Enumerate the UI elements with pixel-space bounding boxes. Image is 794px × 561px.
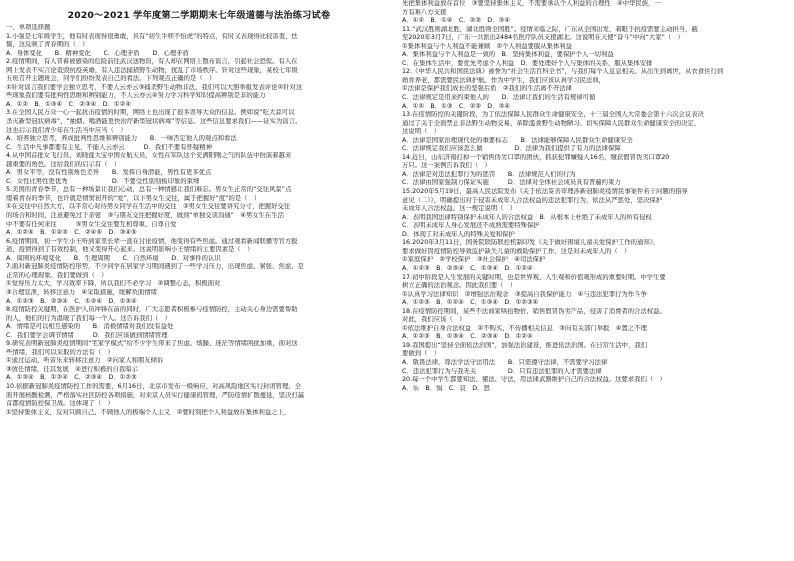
text-line: 的场合和时间，注意避免过于亲密 ③与朋友交往把握好度，做到“单独交谈沟通” ④男女生在生活 bbox=[6, 212, 285, 220]
text-line: A．集体利益与个人利益是一致的 B．坚持集体利益，要保护个人一切利益 bbox=[402, 51, 614, 59]
text-line: 婚育养老，都需要民法典护航。作为中学生，我们应该认真学习民法典， bbox=[402, 76, 606, 84]
text-line: 5.美国的青春季节，总有一种场景让我们心动，总有一种情感让我们难忘。男女生正常的“交往风景”点 bbox=[6, 186, 292, 194]
text-line: C．我们要学会调节情绪 D．我们应该做到情绪管理 bbox=[6, 331, 168, 339]
text-line: A．①② B．①③④ C．②③④ D．①②④ bbox=[6, 100, 131, 108]
text-line: 缀着青春的季节，也许就是情窦初开的“爱”，以下男女生交往，属于把握好“度”的是（ ） bbox=[6, 194, 261, 202]
text-line: 15.2020年5月19日，最高人民法院发布《关于依法妥善审理涉新冠肺炎疫情民事案件若干问题的指导 bbox=[402, 188, 688, 196]
text-line: A．①②⑤ B．①②③ C．②④⑤ D．③④⑤ bbox=[6, 229, 137, 237]
text-line: 首都疫情防控保卫战。这体现了（ ） bbox=[6, 400, 114, 408]
text-line: 道，疫情得到了有效控制，他又变得开心起来。这说明影响小王情绪的主要因素是（ ） bbox=[6, 246, 254, 254]
text-line: 10.依据新冠肺炎疫情防控工作的需要，6月16日，北京市发布一级响应，对高风险地区实行封闭管理，全 bbox=[6, 382, 301, 390]
text-line: 意见（二）》，明确提出对于侵害未成年人合法权益的违法犯罪行为，依法从严惩处，坚决保护 bbox=[402, 196, 663, 204]
text-line: A．①② B．①③ C．②③ D．③④ bbox=[402, 102, 510, 110]
text-line: A．培养独立思考，养成批判性思维和辨别能力 B．一味否定他人的观点和看法 bbox=[6, 135, 237, 143]
text-line: 网上发表不实言论诋毁抗疫英雄，有人违法捕猎野生动物，扰乱了市场秩序。针对这些现象，某校七年级 bbox=[6, 66, 298, 74]
text-line: 面开展核酸检测，严格落实社区防控各项措施，对来京人员实行健康码管理，严防疫情扩散蔓延，坚决打赢 bbox=[6, 391, 305, 399]
text-line: ①认真学习法律知识 ②增强法治观念 ③提高自我保护能力 ④与违法犯罪行为作斗争 bbox=[402, 290, 647, 298]
text-line: A．男女平等，没有性别角色差异 B．发挥自身潜能，男性有更多优点 bbox=[6, 169, 212, 177]
text-line: A．周围的环境变化 B．生理周期 C．自然环境 D．对事件的认识 bbox=[6, 254, 221, 262]
text-line: A．①②③ B．①③④ C．②③④ D．①②④ bbox=[402, 333, 533, 341]
text-line: ①在交往中自然大方，以平常心对待男女同学在生活中的交往 ②男女生交往要讲究分寸，把握好交往 bbox=[6, 203, 291, 211]
text-line: 一、单项选择题 bbox=[6, 24, 51, 31]
text-line: A．①②③ B．②③④ C．①③④ D．①②④ bbox=[402, 264, 533, 272]
text-line: C．法律由国家强制力保证实施 D．法律对全体社会成员具有普遍约束力 bbox=[402, 179, 621, 187]
text-line: ①依法维护自身合法权益 ②不购买、不传播相关信息 ③向有关部门举报 ④置之不理 bbox=[402, 324, 647, 332]
text-line: 16.2020年3月11日，国务院联防联控机制印发《关于做好困境儿童关爱保护工作的通知》， bbox=[402, 239, 660, 247]
text-line: D．体现了对未成年人的特殊关爱和保护 bbox=[402, 230, 515, 238]
text-line: 9.研究表明新冠肺炎疫情期间“宅家学模式”给不少学生带来了焦虑、烦躁、迷茫等情绪困扰加重，面对这 bbox=[6, 340, 298, 348]
text-line: 14.近日，山东济南打掉一个销售伪劣口罩的团伙，抓获犯罪嫌疑人16名，缴获假冒伪劣口罩20 bbox=[402, 153, 670, 161]
text-line: 3.在全国人民万众一心一起抗击疫情的时期，网络上也出现了很多误导大众的信息。例如说“吃大蒜可以 bbox=[6, 109, 295, 117]
text-line: 要做到（ ） bbox=[402, 350, 441, 358]
text-line: A．法律是国家治理现代化的重要标志 B．法律能够保障人民群众生命健康安全 bbox=[402, 136, 633, 144]
text-line: C．表明未成年人身心发展还不成熟需要特殊保护 bbox=[402, 222, 540, 230]
text-line: 8.疫情防控关键期，在医护人员冲锋在前的同时，广大志愿者积极参与疫情防控，主动关心身边需要帮助 bbox=[6, 306, 298, 314]
text-line: ①法律是保护我们成长的坚强后盾 ②我们的生活离不开法律 bbox=[402, 85, 572, 93]
text-line: 4.从中国首批女飞行员、刘晓莲大宝中国女航天员，女性在军队这个充满阳刚之气的队伍中扮演着越来 bbox=[6, 152, 292, 160]
text-line: 这也启示我们青少年在生活当中应当（ ） bbox=[6, 126, 127, 134]
text-line: 18.在疫情防控期间，某些不法商家哄抬物价、销售假冒伪劣产品，侵害了消费者的合法权益。 bbox=[402, 307, 666, 315]
text-line: 12.《中华人民共和国民法典》被誉为“社会生活百科全书”，与我们每个人息息相关。从出生到离世，从衣食住行到 bbox=[402, 68, 724, 76]
text-line: A．敬畏法律，尊法学法守法用法 B．只需遵守法律，不需要学习法律 bbox=[402, 358, 608, 366]
text-line: A．法律是对违法犯罪行为的惩罚 B．法律规范人们的行为 bbox=[402, 170, 576, 178]
text-line: 越重要的角色。这给我们的启示有（ ） bbox=[6, 160, 121, 168]
text-line: 至2020年3月7日，广东一共派出2484名医疗队员支援湖北。这说明在天使“奋斗”中向“大家”（ ） bbox=[402, 34, 684, 42]
text-line: 中不要有任何来往 ⑤男女生交往要互相尊重、自尊自爱 bbox=[6, 220, 177, 228]
text-line: C．女性比男性更优秀 D．不要受性别刻板印象的束缚 bbox=[6, 177, 200, 185]
text-line: 懦，这反映了青春期的（ ） bbox=[6, 41, 89, 49]
text-line: 这说明（ ） bbox=[402, 128, 441, 136]
text-line: 要求做好因疫情防控导致监护缺失儿童的救助保护工作，这是对未成年人的（ ） bbox=[402, 247, 631, 255]
text-line: 万只。这一案例告诉我们（ ） bbox=[402, 162, 491, 170]
right-column bbox=[402, 0, 788, 561]
text-line: ③合理宣泄，转移注意力 ④采取措施，缓解负面情绪 bbox=[6, 288, 157, 296]
text-line: A．①③④ B．①②④ C．②③④ D．①②③ bbox=[6, 374, 137, 382]
text-line: 杀灭新型冠状病毒”、“抽烟、喝酒能更快治疗新型冠状病毒”等信息。这些信息要求我们——证实为谣言。 bbox=[6, 118, 302, 126]
text-line: C．法律规定我们应该怎么做 D．法律为我们提供了有力的法律保障 bbox=[402, 145, 621, 153]
text-line: A．身体变化 B．精神变化 C．心理矛盾 D．心理矛盾 bbox=[6, 49, 189, 57]
text-line: A．乐 B．惧 C．哀 D．怒 bbox=[402, 384, 490, 392]
text-line: 17.初中阶段是人生发展的关键时期，也是世界观、人生观和价值观形成的重要时期。中学生要 bbox=[402, 273, 666, 281]
text-line: A．①② B．①④ C．②③ D．③④ bbox=[402, 17, 510, 25]
right-text-block bbox=[402, 0, 788, 393]
text-line: 方有难八方支援 bbox=[402, 8, 447, 16]
text-line: A．情绪是可以相互感染的 B．消极情绪对我们没有益处 bbox=[6, 323, 174, 331]
text-line: 2.疫情期间，有人冒着被感染的危险前往武汉送物资，有人却在网络上散布谣言，引起社会恐慌。有人在 bbox=[6, 58, 298, 66]
text-line: 19.我国提出“坚持全面依法治国”，加强法治建设，推进依法治国。在日常生活中，我们 bbox=[402, 341, 648, 349]
text-line: C．在集体生活中，要优先考虑个人利益 D．要处理好个人与集体的关系，服从集体安排 bbox=[402, 59, 653, 67]
text-line: ①坚持集体主义，反对只顾自己、不顾他人的极端个人主义 ②要时刻把个人利益放在集体利益之上， bbox=[6, 408, 291, 416]
text-line: A．①②③ B．②③④ C．①②④ D．①③④ bbox=[6, 297, 137, 305]
text-line: 11.“武汉胜则湖北胜，湖北胜则全国胜”。疫情来临之际，广东从全国出发，着眼于抗疫需要主动担当，截 bbox=[402, 25, 698, 33]
text-line: 五班召开主题班会，同学们纷纷发表自己的看法。下列观点正确的是（ ） bbox=[6, 75, 216, 83]
left-column bbox=[6, 0, 392, 561]
text-line: 通过了关于全面禁止非法野生动物交易、革除滥食野生动物陋习、切实保障人民群众生命健康安全的决定， bbox=[402, 119, 701, 127]
text-line: ①觉得压力太大，学习效率下降，所以我们不必学习 ②调整心态，积极面对 bbox=[6, 280, 221, 288]
text-line: 对此，我们应该（ ） bbox=[402, 316, 466, 324]
text-line: 的人，他们的行为温暖了我们每一个人。这告诉我们（ ） bbox=[6, 314, 171, 322]
text-line: ①集体利益与个人利益不能兼顾 ②个人利益要服从集体利益 bbox=[402, 42, 572, 50]
text-line: 些情绪，我们可以采取的方法有（ ） bbox=[6, 348, 114, 356]
text-line: 13.在疫情防控的关键阶段，为了依法保障人民群众生命健康安全，十三届全国人大常委会第十六次会议表决 bbox=[402, 111, 704, 119]
text-line: 20.每一个中学生都要知法、懂法、守法，用法律武器维护自己的合法权益。这要求我们（ ） bbox=[402, 376, 666, 384]
text-line: 6.疫情期间，初一学生小王听到家里长辈一直在讨论疫情，他变得有些焦虑。通过观看新闻联播等官方报 bbox=[6, 237, 298, 245]
text-line: A．①②③ B．①②④ C．①③④ D．①②③④ bbox=[402, 299, 539, 307]
text-line: 7.面对新冠肺炎疫情防控形势，不少同学在居家学习期间遇到了一些学习压力，出现焦虑、紧张、焦虑、是 bbox=[6, 263, 304, 271]
text-line: A．表明我国法律特别保护未成年人的合法权益 B．从根本上杜绝了未成年人的所有侵权 bbox=[402, 213, 652, 221]
text-line: C．违法犯罪行为与我无关 D．只有违法犯罪的人才需要法律 bbox=[402, 367, 602, 375]
text-line: ①针对谣言我们要学会独立思考，不要人云亦云③捕杀野生动物非法，我们可以大胆举报发表评论②针对这 bbox=[6, 83, 303, 91]
text-line: ①通过运动、听音乐来转移注意力 ②向家人和朋友倾诉 bbox=[6, 357, 164, 365]
text-line: ③放任情绪，任其发展 ④进行积极的自我暗示 bbox=[6, 365, 138, 373]
text-line: 1.小强是七年级学生，他有时表现得很勇敢，具有“初生牛犊不怕虎”的特点，有时又表现得比较害羞、怯 bbox=[6, 32, 298, 40]
text-line: 先把集体利益放在首位 ③要坚持集体主义，不需要承认个人利益的合理性 ④中华民族，一 bbox=[402, 0, 661, 7]
text-line: 正常的心理现象。我们要做到（ ） bbox=[6, 271, 108, 279]
text-line: 树立正确的法治观念。因此我们要（ ） bbox=[402, 282, 517, 290]
text-line: 些现象我们要有批判性思维和辨别能力，不人云亦云④努力学习科学知识提高辨别是非的能力 bbox=[6, 92, 266, 100]
left-text-block bbox=[6, 24, 392, 417]
text-line: 未成年人合法权益。这一规定说明（ ） bbox=[402, 205, 517, 213]
text-line: C．法律规定是用来约束他人的 D．法律让我们的生活有规律可循 bbox=[402, 94, 596, 102]
text-line: C．生活中凡事都要有主见，不能人云亦云 D．我们不要有怀疑精神 bbox=[6, 143, 212, 151]
text-line: ①家庭保护 ②学校保护 ③社会保护 ④司法保护 bbox=[402, 256, 546, 264]
exam-title: 2020～2021 学年度第二学期期末七年级道德与法治练习试卷 bbox=[67, 10, 331, 21]
